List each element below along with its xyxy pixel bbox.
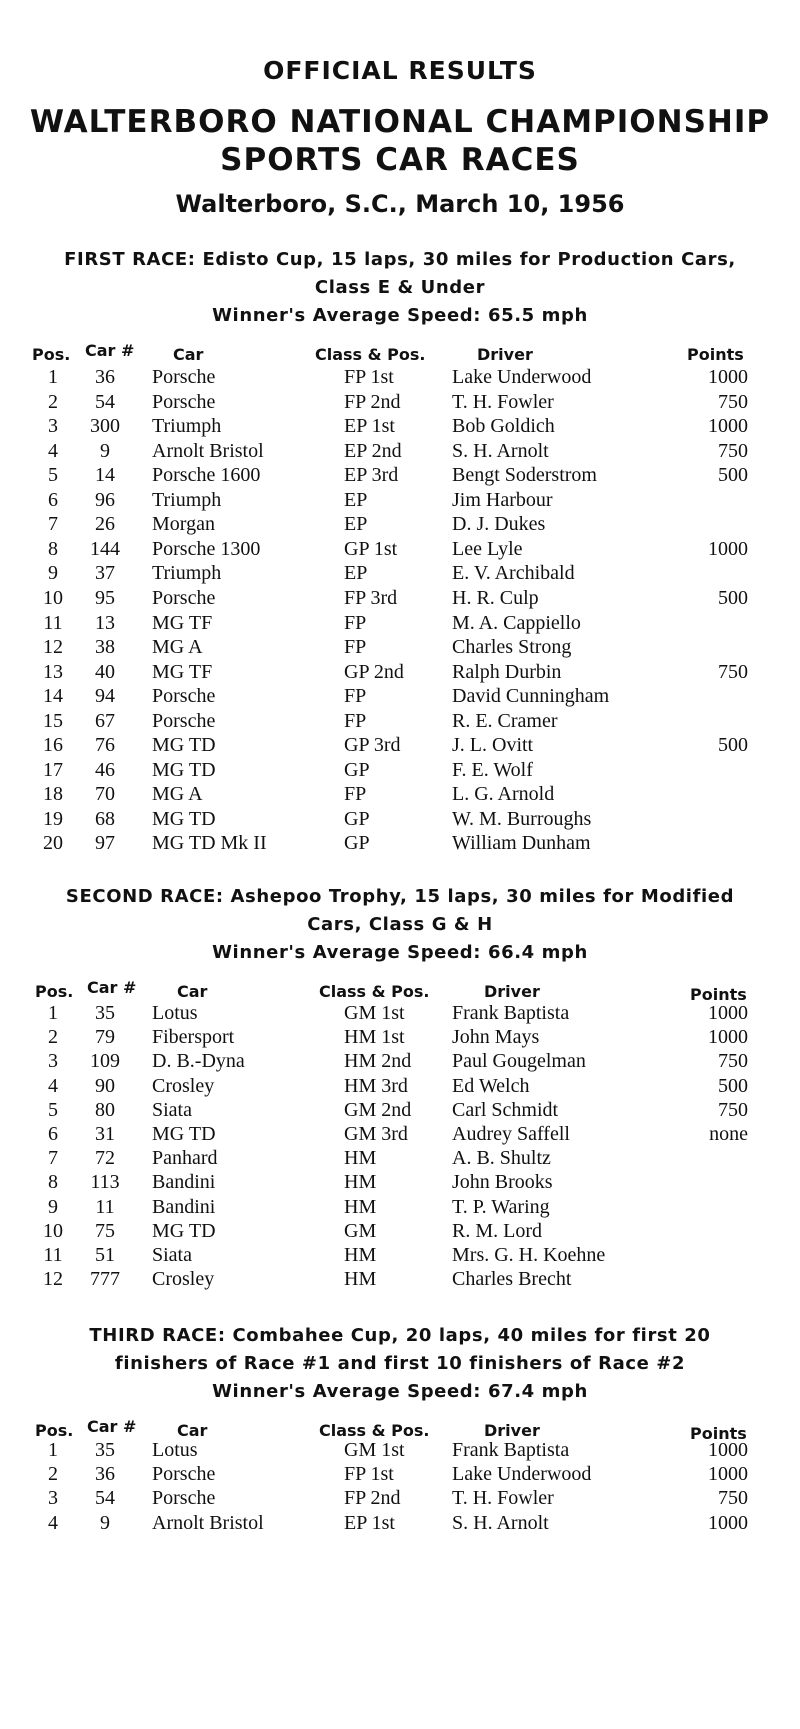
result-car-make: Porsche [152,1463,216,1486]
result-points: 1000 [708,537,748,560]
result-driver: Charles Strong [452,636,572,659]
result-car-number: 79 [95,1026,115,1049]
result-car-make: Bandini [152,1195,216,1218]
result-points: 1000 [708,1463,748,1486]
result-car-make: Triumph [152,415,222,438]
result-car-make: Porsche 1600 [152,464,261,487]
result-position: 3 [48,415,58,438]
result-driver: L. G. Arnold [452,783,555,806]
result-class-position: FP [344,685,367,708]
result-car-number: 72 [95,1147,115,1170]
result-driver: S. H. Arnolt [452,439,549,462]
result-car-number: 13 [95,611,115,634]
result-position: 10 [43,1219,63,1242]
result-points: 750 [718,439,748,462]
result-points: 1000 [708,1439,748,1461]
result-car-make: MG TD [152,1219,216,1242]
result-position: 4 [48,1511,58,1534]
official-results-heading: OFFICIAL RESULTS [263,56,537,85]
result-class-position: EP 2nd [344,439,402,462]
result-car-make: Triumph [152,488,222,511]
result-position: 8 [48,1171,58,1194]
result-driver: David Cunningham [452,685,610,708]
result-car-number: 46 [95,758,115,781]
result-class-position: FP [344,611,367,634]
result-car-make: MG TF [152,660,213,683]
table-row [0,832,800,859]
col-car-header: Car [173,345,204,364]
result-car-make: Porsche [152,685,216,708]
result-driver: Bob Goldich [452,415,555,438]
result-position: 1 [48,366,58,388]
table-row [0,612,800,639]
result-class-position: HM [344,1244,377,1266]
result-car-make: Panhard [152,1147,218,1170]
table-row [0,391,800,418]
result-driver: Audrey Saffell [452,1123,570,1145]
table-row [0,734,800,761]
table-row [0,366,800,393]
result-position: 9 [48,562,58,585]
result-car-make: MG TD Mk II [152,832,267,855]
result-class-position: EP 1st [344,415,395,438]
result-points: 1000 [708,1002,748,1024]
result-class-position: FP 1st [344,1463,394,1486]
result-position: 5 [48,464,58,487]
race-title-line-2: finishers of Race #1 and first 10 finishers of Race #2 [114,1353,686,1374]
result-car-number: 54 [95,390,115,413]
result-car-number: 37 [95,562,115,585]
result-class-position: HM [344,1171,377,1194]
result-car-make: Crosley [152,1074,215,1097]
table-row [0,464,800,491]
result-position: 4 [48,439,58,462]
result-class-position: GP [344,758,370,781]
result-driver: D. J. Dukes [452,513,546,536]
result-car-number: 67 [95,709,115,732]
result-car-make: Lotus [152,1439,198,1461]
result-driver: A. B. Shultz [452,1147,551,1170]
table-row [0,1050,800,1077]
result-class-position: EP 1st [344,1511,395,1534]
table-row [0,1123,800,1150]
result-car-make: MG TD [152,807,216,830]
result-car-make: Porsche [152,366,216,388]
result-position: 4 [48,1074,58,1097]
result-driver: Charles Brecht [452,1268,572,1291]
result-car-number: 9 [100,1511,110,1534]
result-car-make: MG TD [152,1123,216,1145]
result-class-position: EP [344,488,368,511]
col-class-pos-header: Class & Pos. [319,1421,430,1440]
table-row [0,1171,800,1198]
result-car-make: Siata [152,1244,192,1266]
result-car-number: 40 [95,660,115,683]
result-car-number: 144 [90,537,120,560]
result-car-number: 97 [95,832,115,855]
result-car-make: MG A [152,636,203,659]
result-class-position: GP 1st [344,537,398,560]
result-class-position: FP 2nd [344,390,401,413]
table-row [0,710,800,737]
result-car-make: Porsche 1300 [152,537,261,560]
result-position: 20 [43,832,63,855]
result-position: 2 [48,1026,58,1049]
winner-average-speed: Winner's Average Speed: 65.5 mph [212,305,588,326]
result-driver: J. L. Ovitt [452,734,534,757]
result-driver: John Mays [452,1026,540,1049]
result-driver: E. V. Archibald [452,562,575,585]
result-car-number: 26 [95,513,115,536]
result-points: 500 [718,734,748,757]
col-pos-header: Pos. [35,982,74,1001]
result-car-make: Triumph [152,562,222,585]
result-car-number: 14 [95,464,115,487]
result-position: 6 [48,488,58,511]
result-class-position: HM [344,1195,377,1218]
result-driver: S. H. Arnolt [452,1511,549,1534]
col-car-header: Car [177,1421,208,1440]
col-points-header: Points [687,345,744,364]
result-points: 750 [718,660,748,683]
result-points: 750 [718,390,748,413]
result-car-number: 68 [95,807,115,830]
result-position: 9 [48,1195,58,1218]
table-row [0,1196,800,1223]
result-position: 7 [48,1147,58,1170]
result-position: 3 [48,1050,58,1073]
table-row [0,1075,800,1102]
table-row [0,513,800,540]
result-points: 1000 [708,1026,748,1049]
result-class-position: GP 3rd [344,734,401,757]
result-car-make: Arnolt Bristol [152,439,264,462]
result-car-number: 75 [95,1219,115,1242]
result-position: 5 [48,1098,58,1121]
col-car-number-header: Car # [87,1417,137,1436]
result-car-number: 11 [95,1195,115,1218]
result-car-make: Porsche [152,1487,216,1510]
result-position: 16 [43,734,63,757]
result-car-number: 36 [95,1463,115,1486]
result-position: 7 [48,513,58,536]
result-class-position: FP 3rd [344,586,398,609]
championship-title: WALTERBORO NATIONAL CHAMPIONSHIP [29,104,771,140]
result-car-number: 31 [95,1123,115,1145]
table-row [0,1512,800,1539]
table-row [0,1220,800,1247]
result-points: 750 [718,1050,748,1073]
col-driver-header: Driver [484,1421,540,1440]
result-points: 750 [718,1487,748,1510]
table-row [0,489,800,516]
result-driver: F. E. Wolf [452,758,533,781]
result-car-make: D. B.-Dyna [152,1050,245,1073]
table-row [0,1463,800,1490]
col-driver-header: Driver [477,345,533,364]
result-class-position: HM 2nd [344,1050,412,1073]
result-car-number: 109 [90,1050,120,1073]
event-date: Walterboro, S.C., March 10, 1956 [175,190,625,218]
race-title-line-1: THIRD RACE: Combahee Cup, 20 laps, 40 miles for first 20 [89,1325,711,1346]
table-row [0,1268,800,1295]
result-car-make: Lotus [152,1002,198,1024]
result-car-number: 38 [95,636,115,659]
col-pos-header: Pos. [32,345,71,364]
col-pos-header: Pos. [35,1421,74,1440]
result-points: 1000 [708,415,748,438]
result-position: 11 [43,611,63,634]
result-points: 500 [718,586,748,609]
result-position: 14 [43,685,63,708]
result-car-number: 300 [90,415,120,438]
table-row [0,587,800,614]
result-position: 15 [43,709,63,732]
result-car-number: 54 [95,1487,115,1510]
result-class-position: FP [344,636,367,659]
result-driver: H. R. Culp [452,586,539,609]
result-driver: R. E. Cramer [452,709,558,732]
result-position: 8 [48,537,58,560]
result-driver: R. M. Lord [452,1219,542,1242]
result-car-make: MG TD [152,734,216,757]
table-row [0,440,800,467]
col-class-pos-header: Class & Pos. [315,345,426,364]
result-class-position: EP [344,562,368,585]
result-position: 12 [43,636,63,659]
table-row [0,538,800,565]
result-driver: Ed Welch [452,1074,530,1097]
table-row [0,759,800,786]
result-car-make: Crosley [152,1268,215,1291]
result-driver: Mrs. G. H. Koehne [452,1244,606,1266]
result-driver: W. M. Burroughs [452,807,592,830]
result-car-number: 51 [95,1244,115,1266]
result-car-number: 96 [95,488,115,511]
result-car-number: 9 [100,439,110,462]
sports-car-races-title: SPORTS CAR RACES [220,142,580,178]
result-driver: T. H. Fowler [452,390,554,413]
result-class-position: EP 3rd [344,464,399,487]
result-car-make: Porsche [152,709,216,732]
result-driver: Carl Schmidt [452,1098,559,1121]
result-class-position: FP 1st [344,366,394,388]
result-driver: Lake Underwood [452,1463,592,1486]
result-position: 6 [48,1123,58,1145]
col-car-number-header: Car # [87,978,137,997]
result-driver: T. H. Fowler [452,1487,554,1510]
result-driver: John Brooks [452,1171,553,1194]
race-title-line-2: Class E & Under [314,277,486,298]
result-car-number: 76 [95,734,115,757]
table-row [0,808,800,835]
result-class-position: GM [344,1219,377,1242]
winner-average-speed: Winner's Average Speed: 67.4 mph [212,1381,588,1402]
result-points: 1000 [708,1511,748,1534]
table-row [0,1026,800,1053]
table-row [0,562,800,589]
result-points: 750 [718,1098,748,1121]
result-points: 500 [718,464,748,487]
result-driver: Lake Underwood [452,366,592,388]
result-car-make: MG TF [152,611,213,634]
result-class-position: FP [344,709,367,732]
table-row [0,783,800,810]
result-driver: William Dunham [452,832,591,855]
col-driver-header: Driver [484,982,540,1001]
result-points: 1000 [708,366,748,388]
result-class-position: GM 1st [344,1002,405,1024]
table-row [0,415,800,442]
result-driver: Lee Lyle [452,537,523,560]
result-class-position: GM 3rd [344,1123,408,1145]
result-position: 2 [48,390,58,413]
result-driver: Ralph Durbin [452,660,562,683]
result-car-number: 35 [95,1002,115,1024]
table-row [0,1439,800,1466]
result-car-number: 70 [95,783,115,806]
result-position: 18 [43,783,63,806]
result-car-number: 94 [95,685,115,708]
result-position: 1 [48,1439,58,1461]
result-car-number: 36 [95,366,115,388]
result-car-number: 777 [90,1268,120,1291]
result-position: 3 [48,1487,58,1510]
result-driver: Frank Baptista [452,1439,570,1461]
result-position: 17 [43,758,63,781]
result-class-position: HM 1st [344,1026,405,1049]
result-position: 12 [43,1268,63,1291]
result-car-make: MG A [152,783,203,806]
col-car-header: Car [177,982,208,1001]
col-class-pos-header: Class & Pos. [319,982,430,1001]
race-title-line-1: FIRST RACE: Edisto Cup, 15 laps, 30 miles for Production Cars, [64,249,736,270]
result-class-position: FP [344,783,367,806]
result-position: 13 [43,660,63,683]
result-driver: Jim Harbour [452,488,553,511]
table-row [0,1244,800,1271]
result-class-position: GP 2nd [344,660,404,683]
result-car-make: Porsche [152,586,216,609]
table-row [0,1002,800,1029]
winner-average-speed: Winner's Average Speed: 66.4 mph [212,942,588,963]
result-class-position: GM 2nd [344,1098,412,1121]
result-driver: M. A. Cappiello [452,611,581,634]
result-car-make: Morgan [152,513,215,536]
col-points-header: Points [690,985,747,1004]
result-position: 19 [43,807,63,830]
result-class-position: GM 1st [344,1439,405,1461]
result-car-number: 80 [95,1098,115,1121]
result-driver: Paul Gougelman [452,1050,586,1073]
result-position: 1 [48,1002,58,1024]
result-car-make: Bandini [152,1171,216,1194]
result-driver: Frank Baptista [452,1002,570,1024]
table-row [0,636,800,663]
result-car-number: 95 [95,586,115,609]
table-row [0,1099,800,1126]
result-position: 2 [48,1463,58,1486]
result-class-position: GP [344,832,370,855]
race-title-line-1: SECOND RACE: Ashepoo Trophy, 15 laps, 30 miles for Modified [65,886,735,907]
race-title-line-2: Cars, Class G & H [307,914,493,935]
result-car-make: MG TD [152,758,216,781]
result-car-make: Siata [152,1098,192,1121]
result-points: 500 [718,1074,748,1097]
result-driver: T. P. Waring [452,1195,550,1218]
table-row [0,685,800,712]
result-car-number: 35 [95,1439,115,1461]
result-car-number: 113 [90,1171,120,1194]
result-car-make: Porsche [152,390,216,413]
table-row [0,1487,800,1514]
col-points-header: Points [690,1424,747,1443]
result-class-position: FP 2nd [344,1487,401,1510]
result-class-position: HM [344,1147,377,1170]
result-car-make: Fibersport [152,1026,235,1049]
result-position: 11 [43,1244,63,1266]
result-class-position: GP [344,807,370,830]
result-class-position: HM [344,1268,377,1291]
result-points: none [709,1123,748,1145]
table-row [0,661,800,688]
result-position: 10 [43,586,63,609]
result-car-make: Arnolt Bristol [152,1511,264,1534]
table-row [0,1147,800,1174]
col-car-number-header: Car # [85,341,135,360]
result-class-position: EP [344,513,368,536]
result-driver: Bengt Soderstrom [452,464,597,487]
result-class-position: HM 3rd [344,1074,408,1097]
result-car-number: 90 [95,1074,115,1097]
